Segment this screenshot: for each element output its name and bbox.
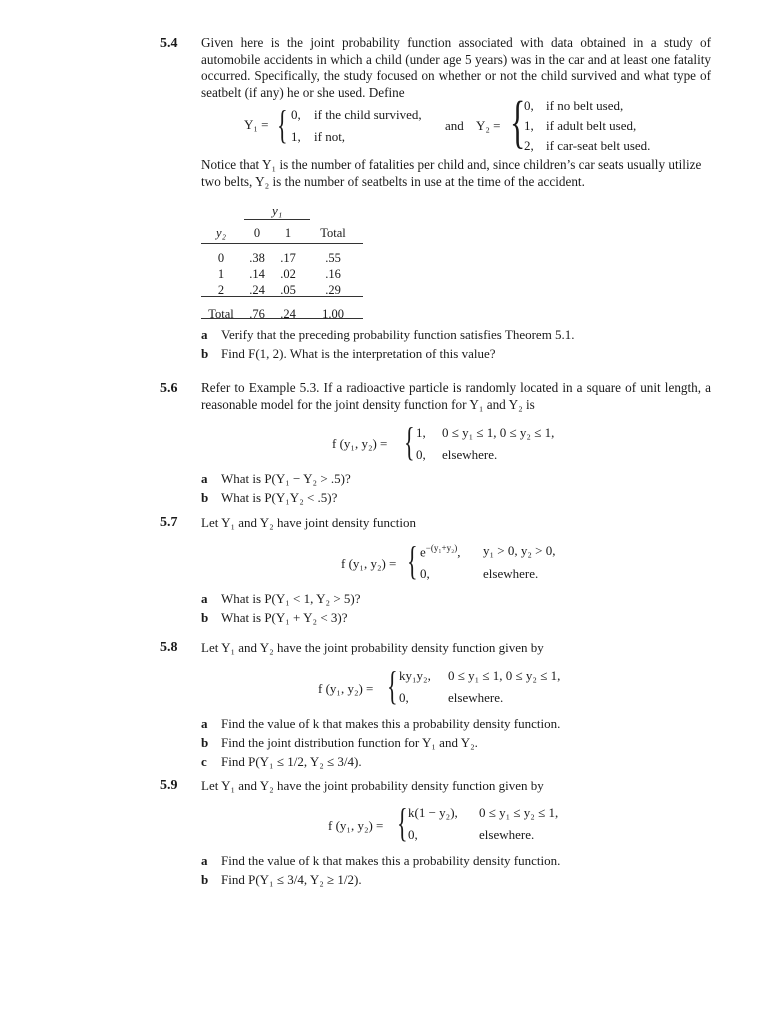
y2-brace: { (510, 89, 526, 154)
table-row (201, 266, 363, 282)
table-cell: .17 (280, 250, 296, 265)
part-a-label: a (201, 853, 208, 868)
case0-value: k(1 − y₂), (408, 805, 458, 820)
density-lhs: f (y₁, y₂) = (332, 436, 388, 451)
case0-value: 1, (416, 425, 426, 440)
part-a-text: Find the value of k that makes this a probability density function. (221, 716, 561, 731)
table-total-cell: .24 (280, 306, 296, 321)
y1-case0-value: 0, (291, 107, 301, 122)
case0-value: $e^{-(y_1+y_2)}$, (420, 543, 461, 560)
y2-case1-value: 1, (524, 118, 534, 133)
table-col-header: Total (320, 225, 346, 240)
case1-condition: elsewhere. (442, 447, 498, 462)
case1-value: 0, (399, 690, 409, 705)
exercise-number-5-7: 5.7 (160, 515, 178, 530)
table-total-row (201, 306, 363, 322)
exercise-5-7-intro: Let Y₁ and Y₂ have joint density function (201, 515, 416, 530)
part-a-text: What is P(Y₁ − Y₂ > .5)? (221, 471, 351, 486)
part-b-text: What is P(Y₁Y₂ < .5)? (221, 490, 338, 505)
part-a-label: a (201, 327, 208, 342)
y1-lhs: Y₁ = (244, 117, 269, 132)
part-b-label: b (201, 346, 209, 361)
exercise-number-5-4: 5.4 (160, 36, 178, 51)
part-b-label: b (201, 735, 209, 750)
table-col-group-rule (244, 219, 310, 220)
table-cell: .55 (325, 250, 341, 265)
exercise-number-5-8: 5.8 (160, 640, 178, 655)
y2-case0-value: 0, (524, 98, 534, 113)
exercise-5-6-intro: Refer to Example 5.3. If a radioactive particle is randomly located in a square of unit length, a reasonable model for the joint density function for Y₁ and Y₂ is (201, 380, 711, 412)
exercise-5-4-notice: Notice that Y₁ is the number of fatalities per child and, since children’s car seats usually utilize two belts, Y₂ is the number of seatbelts in use at the time of the accident. (201, 157, 702, 189)
part-b-text: Find the joint distribution function for Y₁ and Y₂. (221, 735, 478, 750)
y2-case1-condition: if adult belt used, (546, 118, 637, 133)
y2-case0-condition: if no belt used, (546, 98, 624, 113)
case1-value: 0, (416, 447, 426, 462)
y1-case1-value: 1, (291, 129, 301, 144)
y1-case0-condition: if the child survived, (314, 107, 422, 122)
part-a-text: Verify that the preceding probability function satisfies Theorem 5.1. (221, 327, 575, 342)
table-bottom-rule (201, 318, 363, 319)
case1-condition: elsewhere. (479, 827, 535, 842)
y2-case2-condition: if car-seat belt used. (546, 138, 651, 153)
table-total-label: Total (208, 306, 234, 321)
part-c-text: Find P(Y₁ ≤ 1/2, Y₂ ≤ 3/4). (221, 754, 362, 769)
table-cell: .16 (325, 266, 341, 281)
table-header-row (201, 222, 363, 244)
y1-case1-condition: if not, (314, 129, 346, 144)
part-b-text: Find F(1, 2). What is the interpretation of this value? (221, 346, 496, 361)
table-col-header: 0 (253, 225, 261, 240)
table-row-label: 0 (217, 250, 225, 265)
case1-condition: elsewhere. (448, 690, 504, 705)
density-brace: { (404, 419, 415, 464)
case1-value: 0, (420, 566, 430, 581)
case0-condition: 0 ≤ y₁ ≤ 1, 0 ≤ y₂ ≤ 1, (442, 425, 555, 440)
table-cell: .38 (249, 250, 265, 265)
table-cell: .05 (280, 282, 296, 297)
table-col-header: 1 (284, 225, 292, 240)
exercise-number-5-9: 5.9 (160, 778, 178, 793)
exercise-number-5-6: 5.6 (160, 381, 178, 396)
table-row-label: 2 (217, 282, 225, 297)
case0-condition: 0 ≤ y₁ ≤ y₂ ≤ 1, (479, 805, 559, 820)
table-row (201, 282, 363, 298)
y2-case2-value: 2, (524, 138, 534, 153)
table-total-cell: 1.00 (322, 306, 344, 321)
exercise-5-4-intro: Given here is the joint probability function associated with data obtained in a study of automobile accidents in which a child (under age 5 years) was in the car and at least one fatality occurred. Specifically, the study focused on whether or not the child survived and what type of seatbelt (if any) he or she used. Define (201, 35, 711, 100)
table-cell: .24 (249, 282, 265, 297)
part-b-text: Find P(Y₁ ≤ 3/4, Y₂ ≥ 1/2). (221, 872, 362, 887)
exercise-5-8-intro: Let Y₁ and Y₂ have the joint probability density function given by (201, 640, 544, 655)
table-row-header: y₂ (216, 225, 226, 240)
density-lhs: f (y₁, y₂) = (341, 556, 397, 571)
table-cell: .02 (280, 266, 296, 281)
and-word: and (445, 118, 464, 133)
case0-base: e (420, 544, 426, 560)
case0-exponent: −(y₁+y₂) (425, 543, 458, 553)
exercise-5-9-intro: Let Y₁ and Y₂ have the joint probability density function given by (201, 778, 544, 793)
case1-condition: elsewhere. (483, 566, 539, 581)
part-a-label: a (201, 591, 208, 606)
density-lhs: f (y₁, y₂) = (328, 818, 384, 833)
case0-condition: 0 ≤ y₁ ≤ 1, 0 ≤ y₂ ≤ 1, (448, 668, 561, 683)
part-b-label: b (201, 610, 209, 625)
table-cell: .29 (325, 282, 341, 297)
y2-lhs: Y₂ = (476, 118, 501, 133)
part-a-label: a (201, 471, 208, 486)
table-col-group-label: y₁ (272, 203, 283, 218)
density-lhs: f (y₁, y₂) = (318, 681, 374, 696)
case0-condition: y₁ > 0, y₂ > 0, (483, 543, 556, 558)
case1-value: 0, (408, 827, 418, 842)
case0-value: ky₁y₂, (399, 668, 431, 683)
density-brace: { (407, 538, 418, 583)
part-c-label: c (201, 754, 207, 769)
table-row (201, 250, 363, 266)
part-a-text: What is P(Y₁ < 1, Y₂ > 5)? (221, 591, 361, 606)
joint-probability-table (201, 222, 363, 322)
part-b-text: What is P(Y₁ + Y₂ < 3)? (221, 610, 348, 625)
y1-brace: { (277, 102, 288, 147)
part-b-label: b (201, 490, 209, 505)
table-cell: .14 (249, 266, 265, 281)
part-a-text: Find the value of k that makes this a probability density function. (221, 853, 561, 868)
part-b-label: b (201, 872, 209, 887)
table-total-cell: .76 (249, 306, 265, 321)
table-row-label: 1 (217, 266, 225, 281)
density-brace: { (387, 663, 398, 708)
part-a-label: a (201, 716, 208, 731)
density-brace: { (397, 800, 408, 845)
